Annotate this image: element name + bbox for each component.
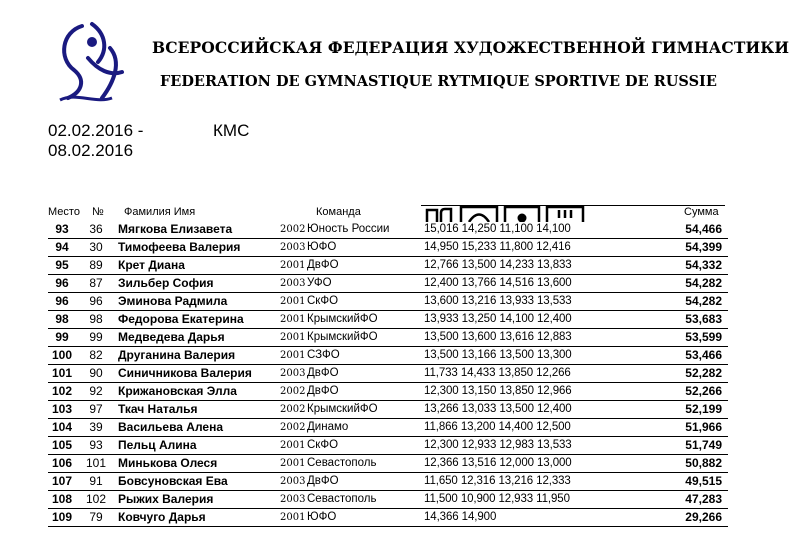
number-cell: 96	[89, 294, 103, 308]
total-cell: 49,515	[685, 474, 722, 488]
year-cell: 2002	[280, 224, 306, 235]
place-cell: 100	[51, 348, 73, 362]
place-cell: 99	[55, 330, 69, 344]
scores-cell: 13,500 13,166 13,500 13,300	[424, 349, 572, 361]
team-cell: ДвФО	[307, 367, 339, 379]
number-cell: 93	[89, 438, 103, 452]
total-cell: 51,749	[685, 438, 722, 452]
place-cell: 109	[51, 510, 73, 524]
total-cell: 54,282	[685, 276, 722, 290]
name-cell: Зильбер София	[118, 276, 214, 290]
table-row	[48, 257, 728, 275]
ball-icon	[461, 207, 497, 222]
scores-cell: 11,866 13,200 14,400 12,500	[424, 421, 571, 433]
team-cell: ДвФО	[307, 385, 339, 397]
total-cell: 54,282	[685, 294, 722, 308]
scores-cell: 13,933 13,250 14,100 12,400	[424, 313, 572, 325]
team-cell: Севастополь	[307, 493, 377, 505]
name-cell: Мягкова Елизавета	[118, 222, 233, 236]
team-cell: Юность России	[307, 223, 390, 235]
apparatus-icons	[425, 205, 585, 222]
table-row	[48, 329, 728, 347]
place-cell: 98	[55, 312, 69, 326]
competition-dates: 02.02.2016 - 08.02.2016	[48, 121, 144, 160]
federation-logo-icon	[52, 18, 130, 108]
place-cell: 104	[51, 420, 73, 434]
total-cell: 50,882	[685, 456, 722, 470]
scores-cell: 14,950 15,233 11,800 12,416	[424, 241, 571, 253]
scores-cell: 11,650 12,316 13,216 12,333	[424, 475, 571, 487]
place-cell: 107	[51, 474, 73, 488]
place-cell: 95	[55, 258, 69, 272]
total-cell: 52,199	[685, 402, 722, 416]
year-cell: 2001	[280, 260, 306, 271]
place-cell: 106	[51, 456, 73, 470]
total-cell: 53,466	[685, 348, 722, 362]
scores-cell: 12,300 13,150 13,850 12,966	[424, 385, 572, 397]
team-cell: УФО	[307, 277, 332, 289]
table-row	[48, 473, 728, 491]
place-cell: 94	[55, 240, 69, 254]
table-row	[48, 509, 728, 527]
year-cell: 2001	[280, 458, 306, 469]
team-cell: КрымскийФО	[307, 313, 378, 325]
number-cell: 39	[89, 420, 103, 434]
place-cell: 105	[51, 438, 73, 452]
clubs-icon	[505, 207, 539, 222]
number-cell: 89	[89, 258, 103, 272]
year-cell: 2001	[280, 440, 306, 451]
name-cell: Васильева Алена	[118, 420, 224, 434]
team-cell: Динамо	[307, 421, 349, 433]
place-cell: 96	[55, 276, 69, 290]
number-cell: 30	[89, 240, 103, 254]
table-row	[48, 437, 728, 455]
year-cell: 2002	[280, 422, 306, 433]
team-cell: СкФО	[307, 439, 339, 451]
scores-cell: 12,400 13,766 14,516 13,600	[424, 277, 572, 289]
name-cell: Федорова Екатерина	[118, 312, 244, 326]
year-cell: 2002	[280, 404, 306, 415]
table-row	[48, 419, 728, 437]
total-cell: 29,266	[685, 510, 722, 524]
col-header-team: Команда	[316, 207, 361, 218]
total-cell: 52,266	[685, 384, 722, 398]
table-row	[48, 365, 728, 383]
place-cell: 108	[51, 492, 73, 506]
place-cell: 102	[51, 384, 73, 398]
col-header-total: Сумма	[684, 207, 719, 218]
table-row	[48, 455, 728, 473]
number-cell: 79	[89, 510, 103, 524]
number-cell: 92	[89, 384, 103, 398]
total-cell: 52,282	[685, 366, 722, 380]
name-cell: Крижановская Элла	[118, 384, 237, 398]
federation-title-fr: FEDERATION DE GYMNASTIQUE RYTMIQUE SPORTIVE DE RUSSIE	[160, 73, 717, 90]
place-cell: 96	[55, 294, 69, 308]
table-row	[48, 491, 728, 509]
team-cell: КрымскийФО	[307, 403, 378, 415]
number-cell: 36	[89, 222, 103, 236]
place-cell: 93	[55, 222, 69, 236]
number-cell: 87	[89, 276, 103, 290]
number-cell: 98	[89, 312, 103, 326]
name-cell: Друганина Валерия	[118, 348, 236, 362]
total-cell: 54,399	[685, 240, 722, 254]
number-cell: 90	[89, 366, 103, 380]
scores-cell: 11,733 14,433 13,850 12,266	[424, 367, 571, 379]
scores-cell: 13,500 13,600 13,616 12,883	[424, 331, 572, 343]
team-cell: ДвФО	[307, 475, 339, 487]
total-cell: 53,599	[685, 330, 722, 344]
table-row	[48, 383, 728, 401]
col-header-name: Фамилия Имя	[124, 207, 196, 218]
competition-level: КМС	[213, 121, 250, 140]
place-cell: 103	[51, 402, 73, 416]
name-cell: Крет Диана	[118, 258, 185, 272]
total-cell: 51,966	[685, 420, 722, 434]
name-cell: Рыжих Валерия	[118, 492, 214, 506]
year-cell: 2003	[280, 368, 306, 379]
table-row	[48, 239, 728, 257]
team-cell: СЗФО	[307, 349, 340, 361]
total-cell: 47,283	[685, 492, 722, 506]
scores-cell: 14,366 14,900	[424, 511, 497, 523]
number-cell: 101	[85, 456, 107, 470]
number-cell: 91	[89, 474, 103, 488]
table-row	[48, 401, 728, 419]
total-cell: 54,466	[685, 222, 722, 236]
team-cell: ЮФО	[307, 511, 337, 523]
year-cell: 2001	[280, 512, 306, 523]
total-cell: 53,683	[685, 312, 722, 326]
name-cell: Минькова Олеся	[118, 456, 218, 470]
number-cell: 102	[85, 492, 107, 506]
results-table	[48, 221, 728, 527]
name-cell: Эминова Радмила	[118, 294, 228, 308]
year-cell: 2001	[280, 296, 306, 307]
year-cell: 2002	[280, 386, 306, 397]
number-cell: 97	[89, 402, 103, 416]
place-cell: 101	[51, 366, 73, 380]
year-cell: 2001	[280, 332, 306, 343]
name-cell: Ткач Наталья	[118, 402, 198, 416]
name-cell: Медведева Дарья	[118, 330, 225, 344]
scores-cell: 13,600 13,216 13,933 13,533	[424, 295, 572, 307]
scores-cell: 13,266 13,033 13,500 12,400	[424, 403, 572, 415]
name-cell: Пельц Алина	[118, 438, 197, 452]
col-header-place: Место	[48, 207, 80, 218]
year-cell: 2001	[280, 314, 306, 325]
scores-cell: 12,766 13,500 14,233 13,833	[424, 259, 572, 271]
scores-cell: 11,500 10,900 12,933 11,950	[424, 493, 570, 505]
table-row	[48, 221, 728, 239]
year-cell: 2003	[280, 494, 306, 505]
team-cell: СкФО	[307, 295, 339, 307]
federation-title-ru: ВСЕРОССИЙСКАЯ ФЕДЕРАЦИЯ ХУДОЖЕСТВЕННОЙ ГИМНАСТИКИ	[152, 38, 790, 57]
team-cell: ЮФО	[307, 241, 337, 253]
ribbon-icon	[547, 207, 583, 222]
table-row	[48, 275, 728, 293]
table-row	[48, 293, 728, 311]
team-cell: Севастополь	[307, 457, 377, 469]
col-header-num: №	[92, 207, 104, 218]
scores-cell: 12,366 13,516 12,000 13,000	[424, 457, 572, 469]
name-cell: Ковчуго Дарья	[118, 510, 206, 524]
year-cell: 2003	[280, 476, 306, 487]
year-cell: 2001	[280, 350, 306, 361]
table-row	[48, 311, 728, 329]
number-cell: 99	[89, 330, 103, 344]
name-cell: Тимофеева Валерия	[118, 240, 241, 254]
total-cell: 54,332	[685, 258, 722, 272]
name-cell: Бовсуновская Ева	[118, 474, 228, 488]
table-row	[48, 347, 728, 365]
team-cell: КрымскийФО	[307, 331, 378, 343]
number-cell: 82	[89, 348, 103, 362]
name-cell: Синичникова Валерия	[118, 366, 252, 380]
year-cell: 2003	[280, 278, 306, 289]
team-cell: ДвФО	[307, 259, 339, 271]
scores-cell: 12,300 12,933 12,983 13,533	[424, 439, 572, 451]
year-cell: 2003	[280, 242, 306, 253]
scores-cell: 15,016 14,250 11,100 14,100	[424, 223, 571, 235]
